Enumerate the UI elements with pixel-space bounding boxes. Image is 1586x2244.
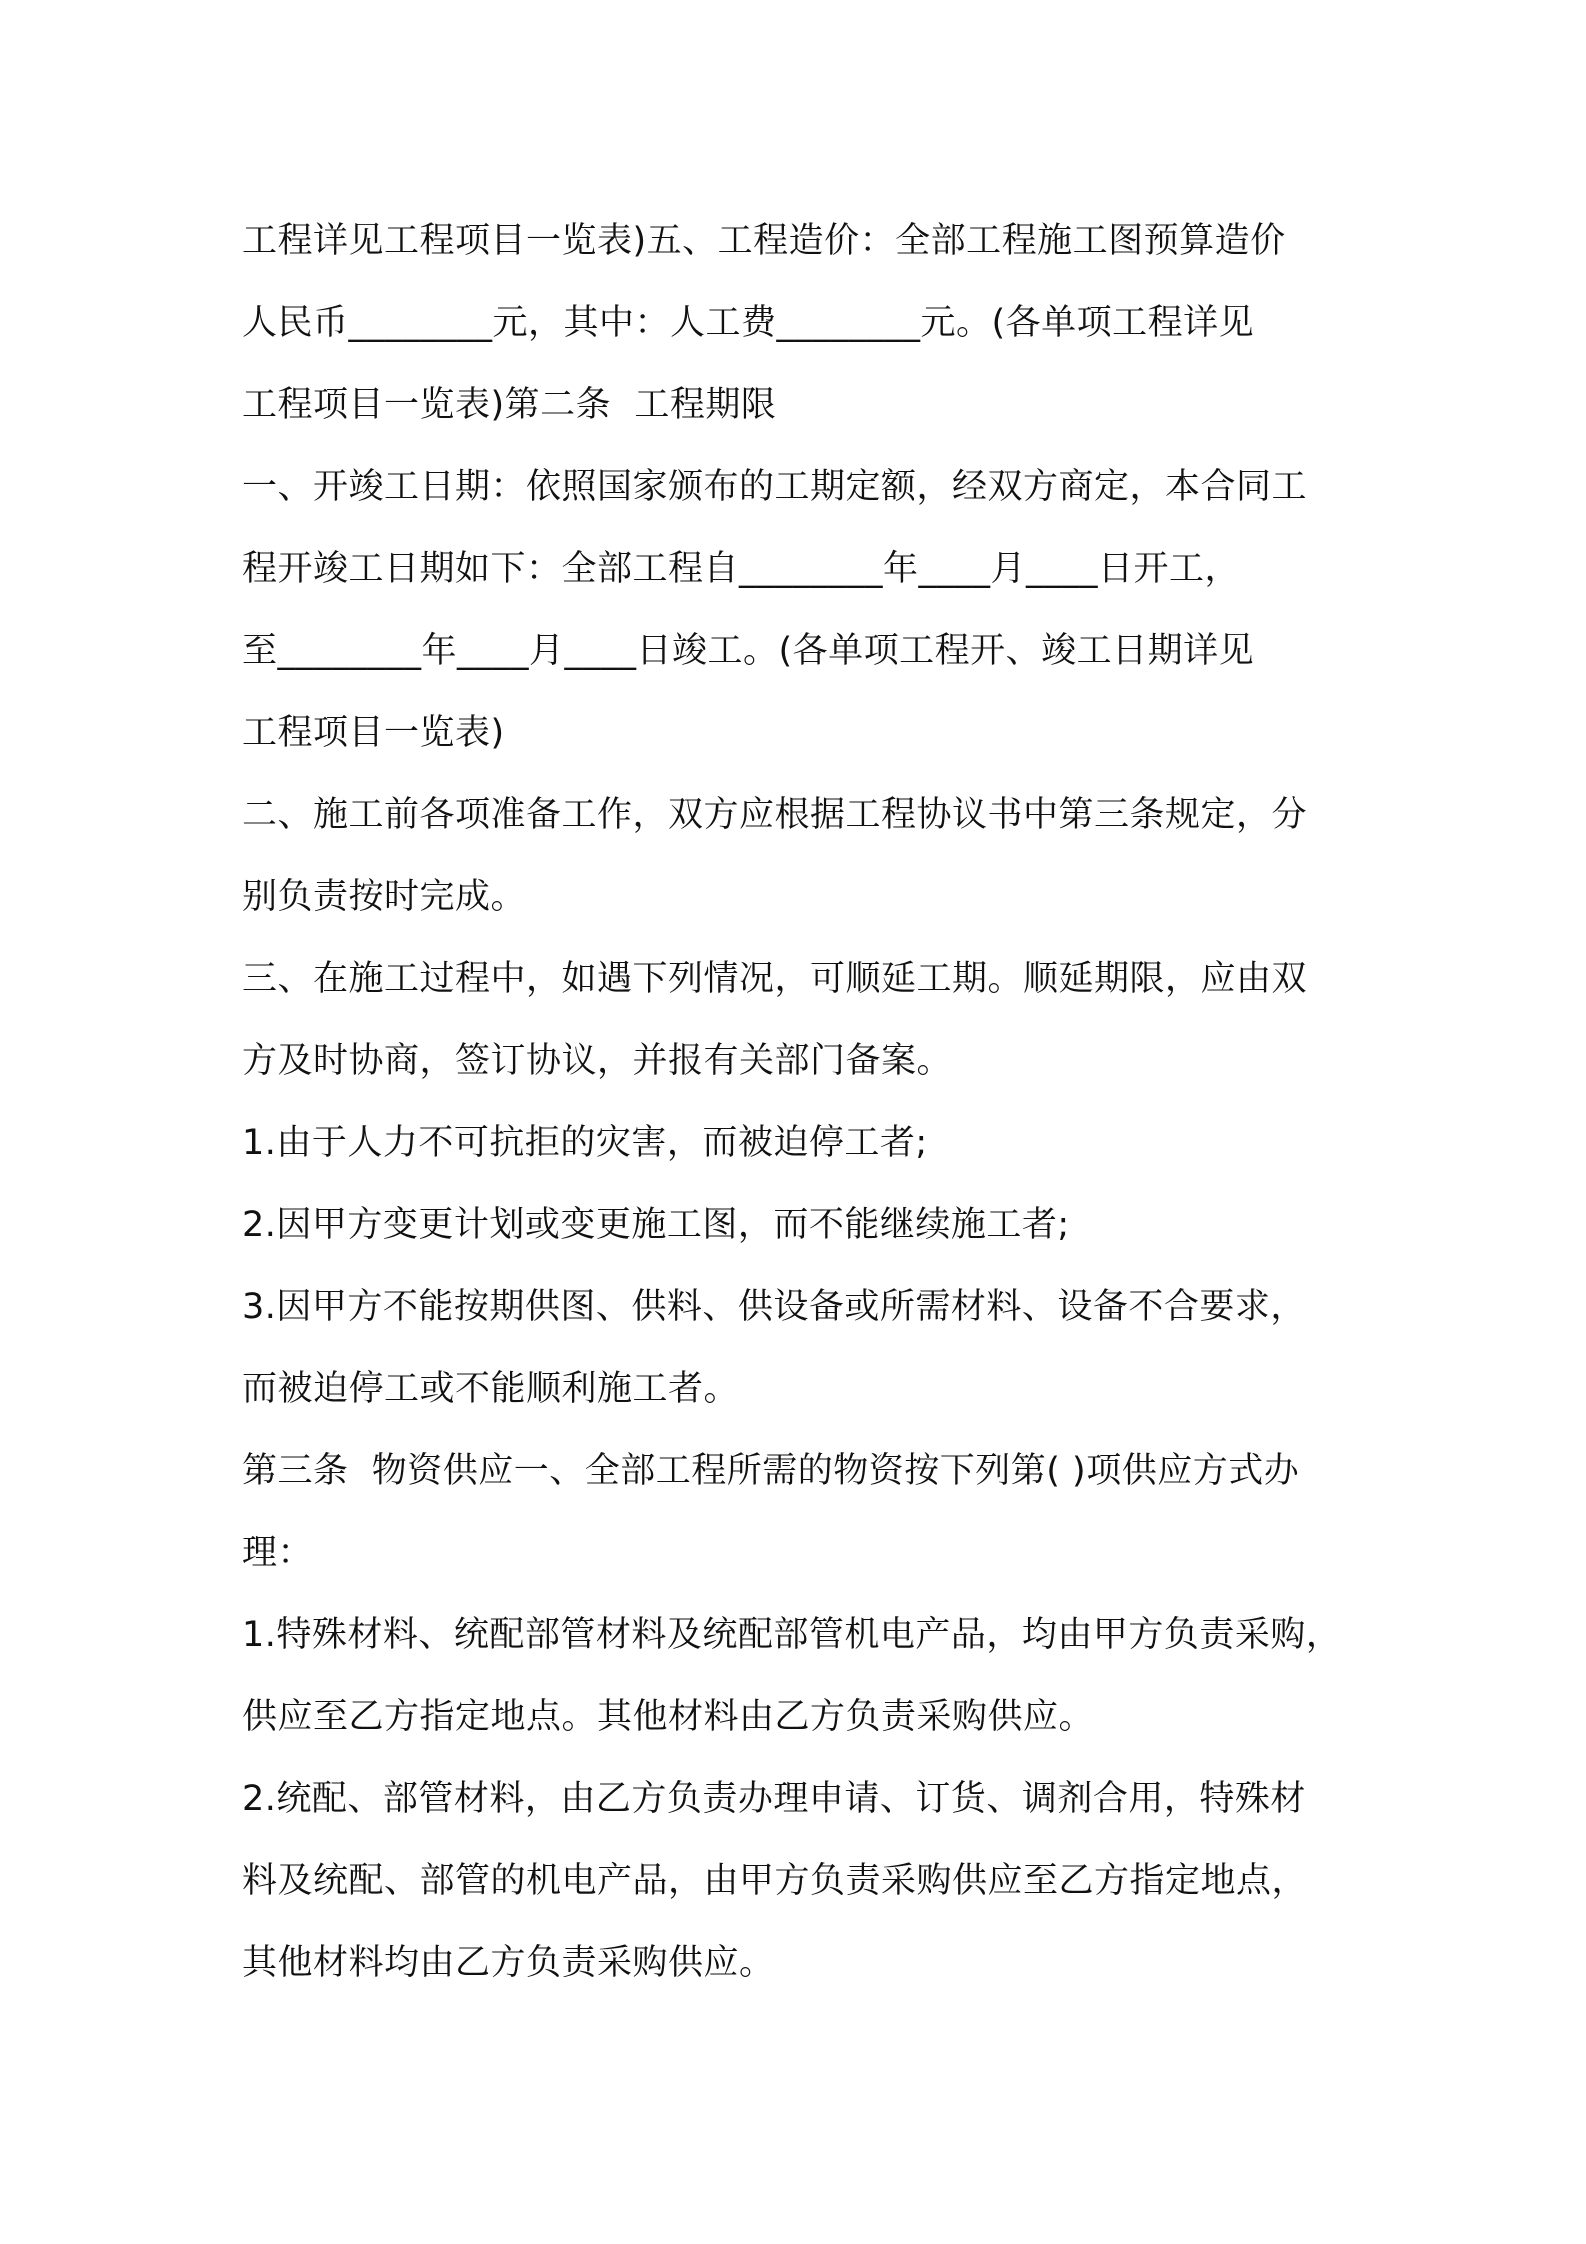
text-line: 理：	[242, 1533, 314, 1573]
text-line: 2.统配、部管材料，由乙方负责办理申请、订货、调剂合用，特殊材	[242, 1779, 1306, 1819]
text-line: 1.特殊材料、统配部管材料及统配部管机电产品，均由甲方负责采购，	[242, 1615, 1342, 1655]
text-line: 程开竣工日期如下：全部工程自________年____月____日开工，	[242, 549, 1241, 589]
text-line: 供应至乙方指定地点。其他材料由乙方负责采购供应。	[242, 1697, 1095, 1737]
text-line: 3.因甲方不能按期供图、供料、供设备或所需材料、设备不合要求，	[242, 1287, 1306, 1327]
contract-text-body	[242, 200, 1362, 2004]
text-line: 工程项目一览表)	[242, 713, 505, 753]
text-line: 其他材料均由乙方负责采购供应。	[242, 1943, 775, 1983]
text-line: 而被迫停工或不能顺利施工者。	[242, 1369, 740, 1409]
text-line: 方及时协商，签订协议，并报有关部门备案。	[242, 1041, 953, 1081]
text-line: 1.由于人力不可抗拒的灾害，而被迫停工者;	[242, 1123, 928, 1163]
text-line: 第三条 物资供应一、全部工程所需的物资按下列第( )项供应方式办	[242, 1451, 1300, 1491]
text-line: 工程项目一览表)第二条 工程期限	[242, 385, 777, 425]
text-line: 2.因甲方变更计划或变更施工图，而不能继续施工者;	[242, 1205, 1070, 1245]
text-line: 至________年____月____日竣工。(各单项工程开、竣工日期详见	[242, 631, 1255, 671]
text-line: 工程详见工程项目一览表)五、工程造价：全部工程施工图预算造价	[242, 221, 1286, 261]
text-line: 三、在施工过程中，如遇下列情况，可顺延工期。顺延期限，应由双	[242, 959, 1308, 999]
text-line: 一、开竣工日期：依照国家颁布的工期定额，经双方商定，本合同工	[242, 467, 1308, 507]
text-line: 人民币________元，其中：人工费________元。(各单项工程详见	[242, 303, 1255, 343]
text-line: 别负责按时完成。	[242, 877, 527, 917]
text-line: 料及统配、部管的机电产品，由甲方负责采购供应至乙方指定地点，	[242, 1861, 1308, 1901]
text-line: 二、施工前各项准备工作，双方应根据工程协议书中第三条规定，分	[242, 795, 1308, 835]
